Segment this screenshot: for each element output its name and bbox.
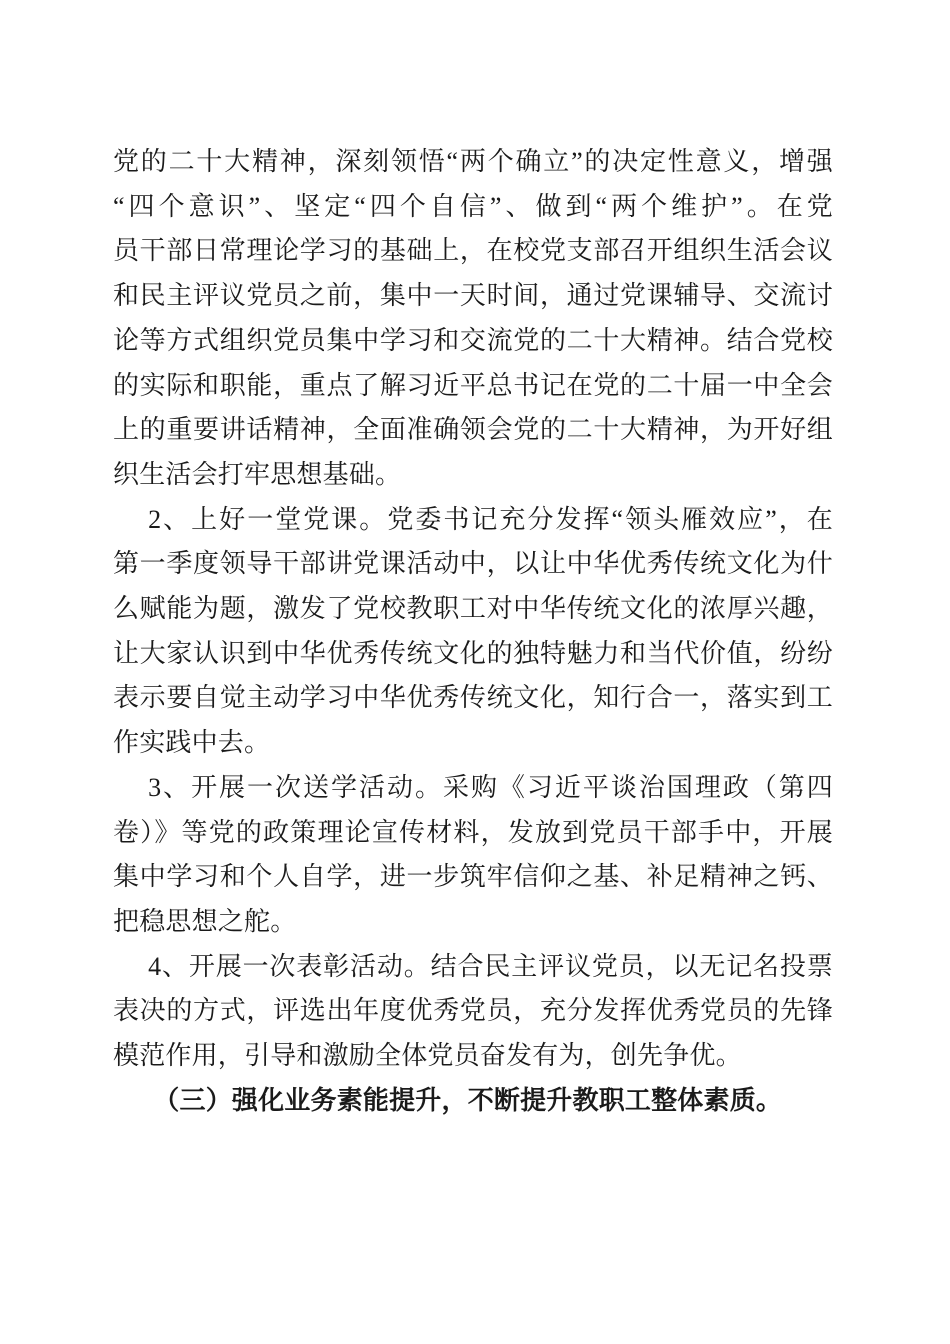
text-line: 把稳思想之舵。 bbox=[113, 906, 297, 936]
section-heading-text: （三）强化业务素能提升，不断提升教职工整体素质。 bbox=[153, 1085, 783, 1115]
text-line: 么赋能为题，激发了党校教职工对中华传统文化的浓厚兴趣， bbox=[113, 594, 833, 624]
text-line: 模范作用，引导和激励全体党员奋发有为，创先争优。 bbox=[113, 1041, 742, 1071]
paragraph-item-2 bbox=[113, 498, 833, 766]
text-line: 员干部日常理论学习的基础上，在校党支部召开组织生活会议 bbox=[113, 236, 833, 266]
text-line: 论等方式组织党员集中学习和交流党的二十大精神。结合党校 bbox=[113, 325, 833, 355]
text-line: 3、开展一次送学活动。采购《习近平谈治国理政（第四 bbox=[148, 772, 833, 802]
text-line: 卷）》等党的政策理论宣传材料，发放到党员干部手中，开展 bbox=[113, 817, 833, 847]
text-line: 表示要自觉主动学习中华优秀传统文化，知行合一，落实到工 bbox=[113, 683, 833, 713]
paragraph-item-4 bbox=[113, 945, 833, 1079]
section-heading bbox=[113, 1079, 833, 1124]
paragraph-continuation bbox=[113, 140, 833, 498]
text-line: 4、开展一次表彰活动。结合民主评议党员，以无记名投票 bbox=[148, 951, 833, 981]
text-line: 集中学习和个人自学，进一步筑牢信仰之基、补足精神之钙、 bbox=[113, 862, 833, 892]
text-line: “四个意识”、坚定“四个自信”、做到“两个维护”。在党 bbox=[113, 191, 833, 221]
text-line: 2、上好一堂党课。党委书记充分发挥“领头雁效应”，在 bbox=[148, 504, 833, 534]
text-line: 上的重要讲话精神，全面准确领会党的二十大精神，为开好组 bbox=[113, 415, 833, 445]
text-line: 织生活会打牢思想基础。 bbox=[113, 459, 402, 489]
text-line: 和民主评议党员之前，集中一天时间，通过党课辅导、交流讨 bbox=[113, 281, 833, 311]
document-body bbox=[113, 140, 833, 1123]
text-line: 作实践中去。 bbox=[113, 728, 271, 758]
paragraph-item-3 bbox=[113, 766, 833, 945]
text-line: 让大家认识到中华优秀传统文化的独特魅力和当代价值，纷纷 bbox=[113, 638, 833, 668]
text-line: 的实际和职能，重点了解习近平总书记在党的二十届一中全会 bbox=[113, 370, 833, 400]
text-line: 党的二十大精神，深刻领悟“两个确立”的决定性意义，增强 bbox=[113, 147, 833, 176]
text-line: 第一季度领导干部讲党课活动中，以让中华优秀传统文化为什 bbox=[113, 549, 833, 579]
text-line: 表决的方式，评选出年度优秀党员，充分发挥优秀党员的先锋 bbox=[113, 996, 833, 1026]
